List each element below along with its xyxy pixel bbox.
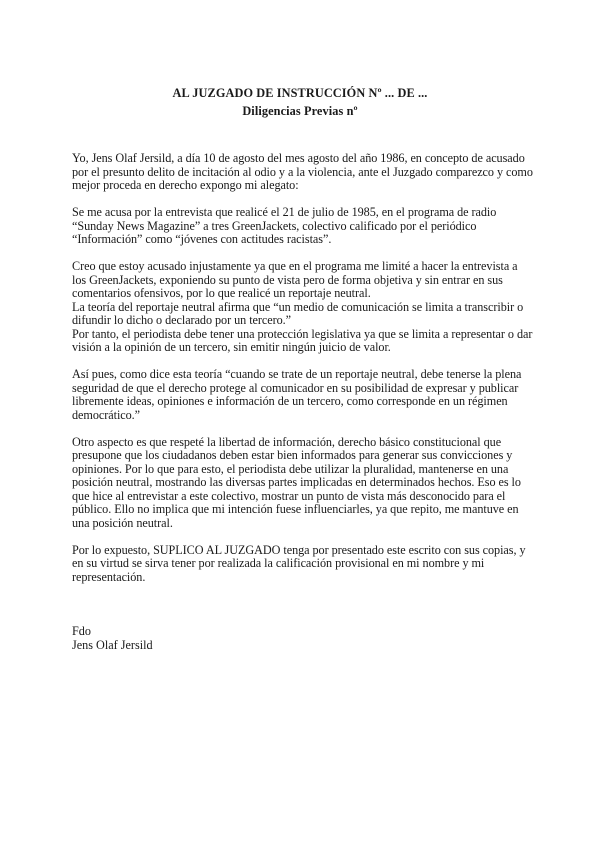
document-body	[72, 152, 534, 598]
paragraph-defense: Creo que estoy acusado injustamente ya que en el programa me limité a hacer la entrevista a los GreenJackets, exponiendo su punto de vista pero de forma objetiva y sin entrar en sus comentarios ofensivos, por lo que realicé un reportaje neutral.	[72, 259, 518, 300]
paragraph-freedom-of-information: Otro aspecto es que respeté la libertad de información, derecho básico constitucional que presupone que los ciudadanos deben estar bien informados para generar sus convicciones y opiniones. Por lo que para esto, el periodista debe utilizar la pluralidad, mantenerse en una posición neutral, mostrando las diversas partes implicadas en determinados hechos. Eso es lo que hice al entrevistar a este colectivo, mostrar un punto de vista más desconocido para el público. Ello no implica que mi intención fuese influenciarles, ya que repito, me mantuve en una posición neutral.	[72, 434, 521, 530]
signature-block	[72, 625, 153, 652]
paragraph-theory-quote: Así pues, como dice esta teoría “cuando se trate de un reportaje neutral, debe tenerse la plena seguridad de que el derecho protege al comunicador en su posibilidad de expresar y publicar libremente ideas, opiniones e información de un tercero, como corresponde en un régimen democrático.”	[72, 367, 522, 422]
paragraph-intro: Yo, Jens Olaf Jersild, a día 10 de agosto del mes agosto del año 1986, en concepto de acusado por el presunto delito de incitación al odio y a la violencia, ante el Juzgado comparezco y como mejor proceda en derecho expongo mi alegato:	[72, 151, 533, 192]
paragraph-petition: Por lo expuesto, SUPLICO AL JUZGADO tenga por presentado este escrito con sus copias, y en su virtud se sirva tener por realizada la calificación provisional en mi nombre y mi representación.	[72, 542, 526, 584]
signature-label: Fdo	[72, 624, 91, 638]
document-subheading: Diligencias Previas nº	[242, 104, 358, 118]
paragraph-legal-protection: Por tanto, el periodista debe tener una protección legislativa ya que se limita a representar o dar visión a la opinión de un tercero, sin emitir ningún juicio de valor.	[72, 326, 533, 354]
document-heading: AL JUZGADO DE INSTRUCCIÓN Nº ... DE ...	[172, 86, 428, 100]
signature-name: Jens Olaf Jersild	[72, 637, 153, 652]
paragraph-accusation: Se me acusa por la entrevista que realicé el 21 de julio de 1985, en el programa de radio “Sunday News Magazine” a tres GreenJackets, colectivo calificado por el periódico “Información” como “jóvenes con actitudes racistas”.	[72, 205, 497, 246]
paragraph-neutral-theory: La teoría del reportaje neutral afirma que “un medio de comunicación se limita a transcribir o difundir lo dicho o declarado por un tercero.”	[72, 299, 524, 327]
